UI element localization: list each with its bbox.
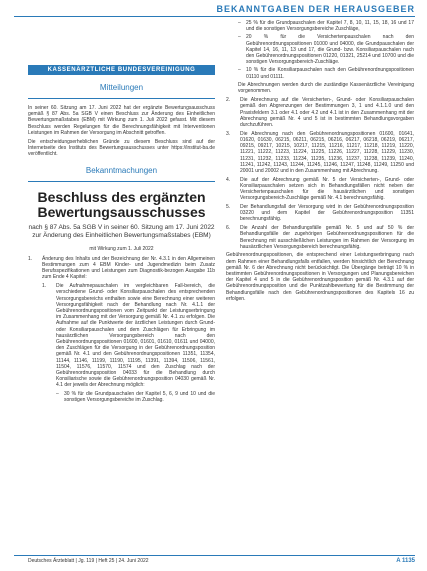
paragraph: Die Abrechnungen werden durch die zuständige Kassenärztliche Vereinigung vorgenommen. — [238, 81, 414, 95]
item-text: 20 % für die Versichertenpauschalen nach den Gebührenordnungspositionen 01000 und 04000, die Grundpauschalen der Kapitel 14, 16, 11, 13 und 17, die Grund- bzw. Konsiliarpauschalen nach den Gebührenordnungspositionen 01220, 01321, 25214 und 10700 und die sonstigen Versorgungsbereich-Zuschläge. — [246, 34, 414, 66]
bullet-dash: – — [238, 20, 241, 26]
bullet-dash: – — [238, 67, 241, 74]
item-number: 5. — [226, 203, 231, 210]
right-column — [226, 20, 414, 305]
item-text: Der Behandlungsfall der Versorgung wird in der Gebührenordnungsposition 03220 und dem Kapitel der Gebührenordnungsposition 11351 berechnungsfähig. — [240, 203, 414, 223]
document-title: Beschluss des ergänzten Bewertungsausschusses — [37, 188, 206, 220]
footer-rule — [14, 555, 415, 556]
intro-paragraph-2: Die entscheidungserheblichen Gründe zu diesem Beschluss sind auf der Internetseite des Instituts des Bewertungsausschusses unter https://institut-ba.de veröffentlicht. — [28, 139, 215, 158]
list-item — [226, 204, 414, 223]
list-item — [238, 20, 414, 32]
footer-citation: Deutsches Ärzteblatt | Jg. 119 | Heft 25 | 24. Juni 2022 — [28, 558, 149, 564]
thin-rule — [28, 181, 215, 182]
list-item — [238, 34, 414, 65]
list-item — [226, 131, 414, 174]
intro-paragraph-1: In seiner 60. Sitzung am 17. Juni 2022 hat der ergänzte Bewertungsausschuss gemäß § 87 Abs. 5a SGB V einen Beschluss zur Änderung des Einheitlichen Bewertungsmaßstabes (EBM) mit Wirkung zum 1. Juli 2022 gefasst. Mit diesem Beschluss werden Regelungen für die Berechnungsfähigkeit mit Interventionen Leistungen im Rahmen der Versorgung im Abschnitt getroffen. — [28, 105, 215, 136]
left-column — [28, 20, 215, 405]
item-text: 10 % für die Konsiliarpauschalen nach den Gebührenordnungspositionen 01110 und 01111. — [246, 67, 414, 80]
list-item — [28, 256, 215, 281]
closing-paragraph: Gebührenordnungspositionen, die entsprechend einer Leistungserbringung nach dem Rahmen einer Behandlungsfalls entfallen, werden hinsichtlich der Berechnung gemäß Nr. 6 der Abrechnung nicht berücksichtigt. Die Übergänge beträgt 10 % in bestimmten Gebührenordnungspositionen in Versorgungen und Planungsbereichen der Kapitel 4 und 5 in die Gebührenordnungsposition gemäß Nr. 4.3.1 auf der Gebührenordnungsposition und die Punktzahlbewertung für die Bestimmung der Behandlungsfälle nach den Gebührenordnungspositionen des Kapitels 16 zu erfolgen. — [226, 252, 414, 302]
item-number: 6. — [226, 225, 231, 232]
page-header: BEKANNTGABEN DER HERAUSGEBER — [216, 4, 415, 14]
bullet-dash: – — [56, 390, 59, 397]
item-text: Änderung des Inhalts und der Bezeichnung der Nr. 4.3.1 in den Allgemeinen Bestimmungen zum 4 EBM Kinder- und Jugendmedizin beim Zusatz Berufsspezifikationen und Leistungen zum Diagnostik-bezogen Ausgabe 11b zum Ende 4 Kapitel: — [42, 255, 215, 281]
effective-date: mit Wirkung zum 1. Juli 2022 — [89, 245, 154, 252]
kv-banner: KASSENÄRZTLICHE BUNDESVEREINIGUNG — [28, 65, 215, 75]
item-number: 4. — [226, 176, 231, 183]
item-text: Die Abrechnung auf die Versicherten-, Grund- oder Konsiliarpauschalen gemäß den Abgrenzungen der Bestimmungen 3, 1 und 4.1.1.0 und den Praxisfeldern 3.1 oder 4.1 oder 4.2 und 4.1 ist in den Zusammenhang mit der Abrechnung gemäß Nr. 4 und 5 ist in bestimmten Behandlungsvorgaben durchzuführen. — [240, 97, 414, 129]
list-item — [238, 67, 414, 79]
item-number: 1. — [42, 283, 47, 290]
item-text: Die Aufnahmepauschalen im vergleichbaren Fall-bereich, die verschiedene Grund- oder Konsiliarpauschalen des entsprechenden Versorgungsbereichs enthalten sowie eine Berechnung einer weiteren Versorgungsfähigkeit nach der Behandlung nach Nr. 4.1.1 der Gebührenordnungspositionen vom Zeitpunkt der Leistungserbringung im Zusammenhang mit der Versorgung gemäß Nr. 4.1 zu erfolgen. Die Aufnahme auf die Punktwerte der ärztlichen Leistungen durch Grund- oder Konsiliarpauschalen und dem Zuschlägen für Erbringung im hausärztlichen Versorgungsbereich nach den Gebührenordnungspositionen 01600, 01601, 01610, 01611 und 04000, den Zuschlägen für die Versorgung in der Gebührenordnungsposition gemäß Nr. 4.1 und den Gebührenordnungspositionen 11351, 11354, 11144, 11146, 11199, 11190, 11195, 11391, 11394, 11506, 11561, 11504, 11576, 11570, 11574 und den Zuschlag nach der Gebührenordnungsposition 04033 für die Behandlung durch Konsiliarische sowie die Gebührenordnungsposition 04030 gemäß Nr. 4.1 der jeweils der Abrechnung möglich: — [56, 283, 215, 389]
header-rule — [14, 16, 415, 17]
bullet-dash: – — [238, 34, 241, 41]
item-text: 30 % für die Grundpauschalen der Kapitel 5, 6, 9 und 10 und die sonstigen Versorgungsbereiche im Zuschlag. — [64, 390, 215, 403]
item-number: 2. — [226, 97, 231, 104]
section-bekanntmachungen: Bekanntmachungen — [85, 165, 158, 175]
list-item — [226, 225, 414, 250]
list-item — [42, 283, 215, 388]
page-number: A 1135 — [396, 558, 415, 564]
item-number: 1. — [28, 255, 33, 262]
item-number: 3. — [226, 130, 231, 137]
thin-rule — [28, 98, 215, 99]
section-mitteilungen: Mitteilungen — [99, 83, 144, 92]
list-item — [226, 97, 414, 128]
document-subtitle: nach § 87 Abs. 5a SGB V in seiner 60. Sitzung am 17. Juni 2022 zur Änderung des Einheitlichen Bewertungsmaßstabes (EBM) — [28, 223, 215, 239]
item-text: Die Abrechnung nach den Gebührenordnungspositionen 01600, 01641, 01620, 01630, 06215, 06211, 06215, 06216, 06217, 06218, 06219, 06217, 09215, 09217, 10215, 10217, 11215, 11216, 11217, 11218, 11219, 11220, 11221, 11222, 11223, 11224, 11225, 11226, 11227, 11228, 11229, 11230, 11231, 11232, 11233, 11234, 11235, 11236, 11237, 11238, 11239, 11240, 11241, 11242, 11243, 11244, 11245, 11246, 11247, 11248, 11249, 11250 und 20001 und 20002 und in den Zusammenhang mit Abrechnung. — [240, 130, 414, 174]
list-item — [56, 391, 215, 403]
item-text: Die auf der Abrechnung gemäß Nr. 5 der Versicherten-, Grund- oder Konsiliarpauschalen setzen sich in Behandlungsfällen nicht neben der Versichertenpauschalen für die hausärztlichen und sonstigen Versorgungsbereich-Zuschläge gemäß Nr. 4.1 berechnungsfähig. — [240, 176, 414, 202]
item-text: 25 % für die Grundpauschalen der Kapitel 7, 8, 10, 11, 15, 18, 16 und 17 und die sonstigen Versorgungsbereiche Zuschläge, — [246, 20, 414, 33]
item-text: Die Anzahl der Behandlungsfälle gemäß Nr. 5 und auf 50 % der Behandlungsfälle der zugehörigen Gebührenordnungspositionen für die Berechnung mit ausschließlichen Leistungen im Rahmen der Versorgung im hausärztlichen Versorgungsbereich berechnungsfähig. — [240, 225, 414, 250]
list-item — [226, 177, 414, 202]
